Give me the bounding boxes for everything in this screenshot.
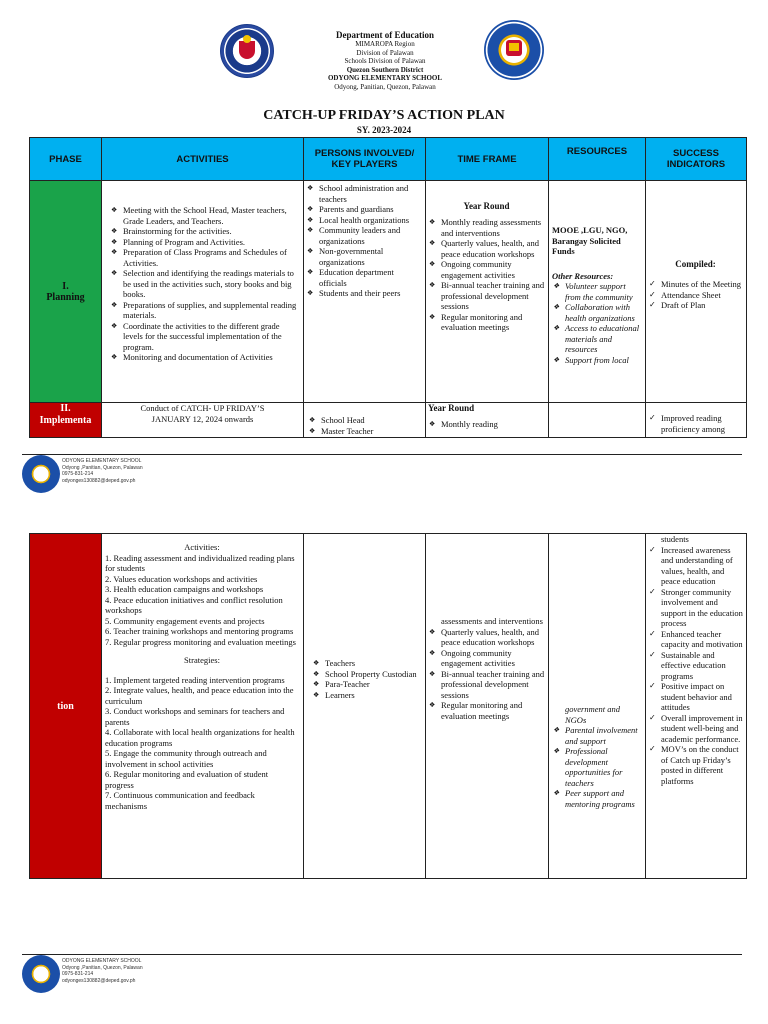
implementation-time-cont-cell — [426, 534, 549, 879]
planning-success-heading: Compiled: — [675, 259, 716, 269]
implementation-person-item: ❖ School Head — [308, 415, 422, 426]
district-name: Quezon Southern District — [346, 65, 424, 74]
implementation-activity-item: 3. Health education campaigns and workshops — [105, 584, 264, 594]
planning-activities-cell — [102, 181, 304, 403]
planning-person-item: ❖ Students and their peers — [306, 288, 422, 299]
implementation-time-item: ❖ Ongoing community engagement activities — [428, 648, 545, 669]
implementation-persons-cell — [304, 403, 426, 438]
footer-school: ODYONG ELEMENTARY SCHOOL — [62, 958, 142, 964]
planning-success-item: ✓ Attendance Sheet — [648, 290, 743, 301]
planning-activity-item: ❖ Coordinate the activities to the different grade levels for the successful implementation of the program. — [110, 321, 299, 353]
header-block — [250, 30, 520, 91]
action-plan-table-page1 — [29, 137, 747, 438]
footer-address: Odyong ,Panitian, Quezon, Palawan — [62, 464, 143, 471]
planning-success-item: ✓ Minutes of the Meeting — [648, 279, 743, 290]
implementation-time-item: ❖ Bi-annual teacher training and professional development sessions — [428, 669, 545, 701]
planning-activity-item: ❖ Monitoring and documentation of Activities — [110, 352, 299, 363]
implementation-activities-list — [105, 553, 299, 648]
implementation-person-item: ❖ Para-Teacher — [312, 679, 422, 690]
school-name: ODYONG ELEMENTARY SCHOOL — [327, 74, 443, 82]
page1-footer — [22, 450, 742, 494]
footer-rule — [22, 454, 742, 455]
planning-resources-main: MOOE ,LGU, NGO, Barangay Solicited Funds — [552, 225, 628, 256]
phase-implementation-cont-cell — [30, 534, 102, 879]
implementation-resources-list — [552, 725, 643, 809]
implementation-activity-item: 1. Reading assessment and individualized reading plans for students — [105, 552, 295, 573]
header-success: SUCCESS INDICATORS — [646, 138, 747, 181]
planning-resources-other-label: Other Resources: — [552, 270, 614, 281]
implementation-resource-item: ❖ Peer support and mentoring programs — [552, 788, 643, 809]
implementation-strategy-item: 1. Implement targeted reading intervention programs — [105, 674, 285, 685]
footer-contact — [62, 458, 143, 484]
implementation-strategy-item: 2. Integrate values, health, and peace education into the curriculum — [105, 685, 294, 706]
footer-address: Odyong ,Panitian, Quezon, Palawan — [62, 964, 143, 971]
implementation-time-item: ❖ Monthly reading — [428, 419, 546, 430]
planning-resource-item: ❖ Collaboration with health organizations — [552, 302, 643, 323]
footer-phone: 0975-831-214 — [62, 971, 94, 977]
header-time-frame: TIME FRAME — [426, 138, 549, 181]
planning-person-item: ❖ Local health organizations — [306, 215, 422, 226]
school-address: Odyong, Panitian, Quezon, Palawan — [334, 82, 436, 91]
implementation-activity-item: 6. Teacher training workshops and mentoring programs — [105, 626, 294, 636]
planning-person-item: ❖ Parents and guardians — [306, 204, 422, 215]
footer-email: odyonges130882@deped.gov.ph — [62, 977, 136, 984]
implementation-strategy-item: 3. Conduct workshops and seminars for teachers and parents — [105, 706, 285, 727]
implementation-activities-cell — [102, 534, 304, 879]
implementation-time-continued: assessments and interventions — [441, 616, 543, 626]
planning-person-item: ❖ Non-governmental organizations — [306, 246, 422, 267]
implementation-time-item: ❖ Regular monitoring and evaluation meetings — [428, 700, 545, 721]
implementation-strategy-item: 6. Regular monitoring and evaluation of student progress — [105, 769, 269, 790]
implementation-activity-item: 4. Peace education initiatives and conflict resolution workshops — [105, 594, 283, 615]
implementation-strategy-item: 4. Collaborate with local health organizations for health education programs — [105, 727, 295, 748]
implementation-success-list-top — [648, 413, 744, 434]
header-resources: RESOURCES — [549, 138, 646, 181]
planning-time-item: ❖ Ongoing community engagement activities — [428, 259, 545, 280]
planning-activity-item: ❖ Meeting with the School Head, Master teachers, Grade Leaders, and Teachers. — [110, 205, 299, 226]
implementation-resources-cell — [549, 403, 646, 438]
implementation-success-cont-cell — [646, 534, 747, 879]
planning-resource-item: ❖ Support from local — [552, 355, 643, 366]
implementation-strategies-list — [105, 675, 299, 812]
implementation-resource-item: ❖ Parental involvement and support — [552, 725, 643, 746]
planning-persons-list — [306, 183, 422, 299]
planning-resources-cell — [549, 181, 646, 403]
phase-planning-num: I. — [62, 280, 69, 292]
footer-email: odyonges130882@deped.gov.ph — [62, 477, 136, 484]
phase-implementation-label: Implementa — [39, 415, 92, 426]
page2-footer — [22, 950, 742, 994]
implementation-activity-cell — [102, 403, 304, 438]
implementation-activities-heading: Activities: — [184, 542, 220, 552]
schools-division-name: Schools Division of Palawan — [344, 57, 426, 65]
header-persons: PERSONS INVOLVED/ KEY PLAYERS — [304, 138, 426, 181]
action-plan-table-page2 — [29, 533, 747, 879]
footer-school-seal-logo — [22, 955, 60, 993]
implementation-persons-list — [312, 658, 422, 700]
planning-activity-item: ❖ Brainstorming for the activities. — [110, 226, 299, 237]
planning-activities-list — [110, 205, 299, 363]
planning-persons-cell — [304, 181, 426, 403]
planning-time-cell — [426, 181, 549, 403]
department-name: Department of Education — [336, 30, 434, 40]
implementation-person-item: ❖ School Property Custodian — [312, 669, 422, 680]
planning-person-item: ❖ Education department officials — [306, 267, 422, 288]
implementation-time-cell — [426, 403, 549, 438]
implementation-success-item: ✓ Stronger community involvement and support in the education process — [648, 587, 744, 629]
planning-time-item: ❖ Bi-annual teacher training and professional development sessions — [428, 280, 545, 312]
planning-activity-item: ❖ Preparation of Class Programs and Schedules of Activities. — [110, 247, 299, 268]
phase-implementation-cont-label: tion — [57, 700, 74, 712]
implementation-person-item: ❖ Teachers — [312, 658, 422, 669]
implementation-person-item: ❖ Master Teacher — [308, 426, 422, 437]
planning-activity-item: ❖ Planning of Program and Activities. — [110, 237, 299, 248]
implementation-activity-item: 2. Values education workshops and activities — [105, 573, 258, 584]
implementation-success-list — [648, 545, 744, 787]
implementation-success-item: ✓ Positive impact on student behavior and attitudes — [648, 681, 744, 713]
header-phase: PHASE — [30, 138, 102, 181]
phase-implementation-cell — [30, 403, 102, 438]
implementation-success-item: ✓ MOV’s on the conduct of Catch up Friday’s posted in different platforms — [648, 744, 744, 786]
implementation-resources-cont-cell — [549, 534, 646, 879]
implementation-persons-cont-cell — [304, 534, 426, 879]
implementation-success-continued: students — [661, 534, 689, 544]
implementation-persons-list-top — [308, 415, 422, 436]
implementation-time-item: ❖ Quarterly values, health, and peace education workshops — [428, 627, 545, 648]
footer-school-seal-logo — [22, 455, 60, 493]
planning-time-list — [428, 217, 545, 333]
implementation-strategy-item: 7. Continuous communication and feedback mechanisms — [105, 790, 255, 811]
implementation-time-list-top — [428, 419, 546, 430]
implementation-success-item: ✓ Sustainable and effective education programs — [648, 650, 744, 682]
implementation-person-item: ❖ Learners — [312, 690, 422, 701]
planning-person-item: ❖ School administration and teachers — [306, 183, 422, 204]
planning-activity-item: ❖ Selection and identifying the readings materials to be used in the activities such, story books and big books. — [110, 268, 299, 300]
planning-time-item: ❖ Monthly reading assessments and interventions — [428, 217, 545, 238]
implementation-success-item: ✓ Overall improvement in student well-being and academic performance. — [648, 713, 744, 745]
implementation-resources-continued: government and NGOs — [565, 704, 621, 725]
implementation-success-item: ✓ Increased awareness and understanding of values, health, and peace education — [648, 545, 744, 587]
planning-time-item: ❖ Regular monitoring and evaluation meetings — [428, 312, 545, 333]
planning-time-heading: Year Round — [463, 201, 510, 211]
implementation-time-list — [428, 627, 545, 722]
planning-person-item: ❖ Community leaders and organizations — [306, 225, 422, 246]
planning-success-list — [648, 279, 743, 311]
school-year: SY. 2023-2024 — [356, 125, 412, 135]
implementation-activity-item: 5. Community engagement events and projects — [105, 615, 265, 626]
division-name: Division of Palawan — [356, 48, 414, 57]
implementation-resource-item: ❖ Professional development opportunities for teachers — [552, 746, 643, 788]
planning-resources-list — [552, 281, 643, 365]
phase-planning-cell — [30, 181, 102, 403]
implementation-success-item: ✓ Improved reading proficiency among — [648, 413, 744, 434]
implementation-strategy-item: 5. Engage the community through outreach and involvement in school activities — [105, 748, 267, 769]
planning-time-item: ❖ Quarterly values, health, and peace education workshops — [428, 238, 545, 259]
footer-contact — [62, 958, 143, 984]
footer-rule — [22, 954, 742, 955]
planning-resource-item: ❖ Volunteer support from the community — [552, 281, 643, 302]
phase-planning-label: Planning — [46, 291, 85, 303]
implementation-success-cell — [646, 403, 747, 438]
implementation-success-item: ✓ Enhanced teacher capacity and motivation — [648, 629, 744, 650]
implementation-activity-item: 7. Regular progress monitoring and evaluation meetings — [105, 636, 296, 647]
planning-success-item: ✓ Draft of Plan — [648, 300, 743, 311]
planning-resource-item: ❖ Access to educational materials and resources — [552, 323, 643, 355]
implementation-activity: Conduct of CATCH- UP FRIDAY’S JANUARY 12, 2024 onwards — [140, 403, 265, 424]
region-name: MIMAROPA Region — [355, 40, 415, 48]
implementation-strategies-heading: Strategies: — [184, 655, 220, 665]
page-title: CATCH-UP FRIDAY’S ACTION PLAN — [263, 108, 505, 123]
footer-school: ODYONG ELEMENTARY SCHOOL — [62, 458, 142, 464]
header-activities: ACTIVITIES — [102, 138, 304, 181]
planning-success-cell — [646, 181, 747, 403]
planning-activity-item: ❖ Preparations of supplies, and supplemental reading materials. — [110, 300, 299, 321]
implementation-time-heading: Year Round — [428, 403, 475, 413]
school-seal-logo — [484, 20, 544, 80]
footer-phone: 0975-831-214 — [62, 471, 94, 477]
phase-implementation-num: II. — [60, 403, 71, 414]
